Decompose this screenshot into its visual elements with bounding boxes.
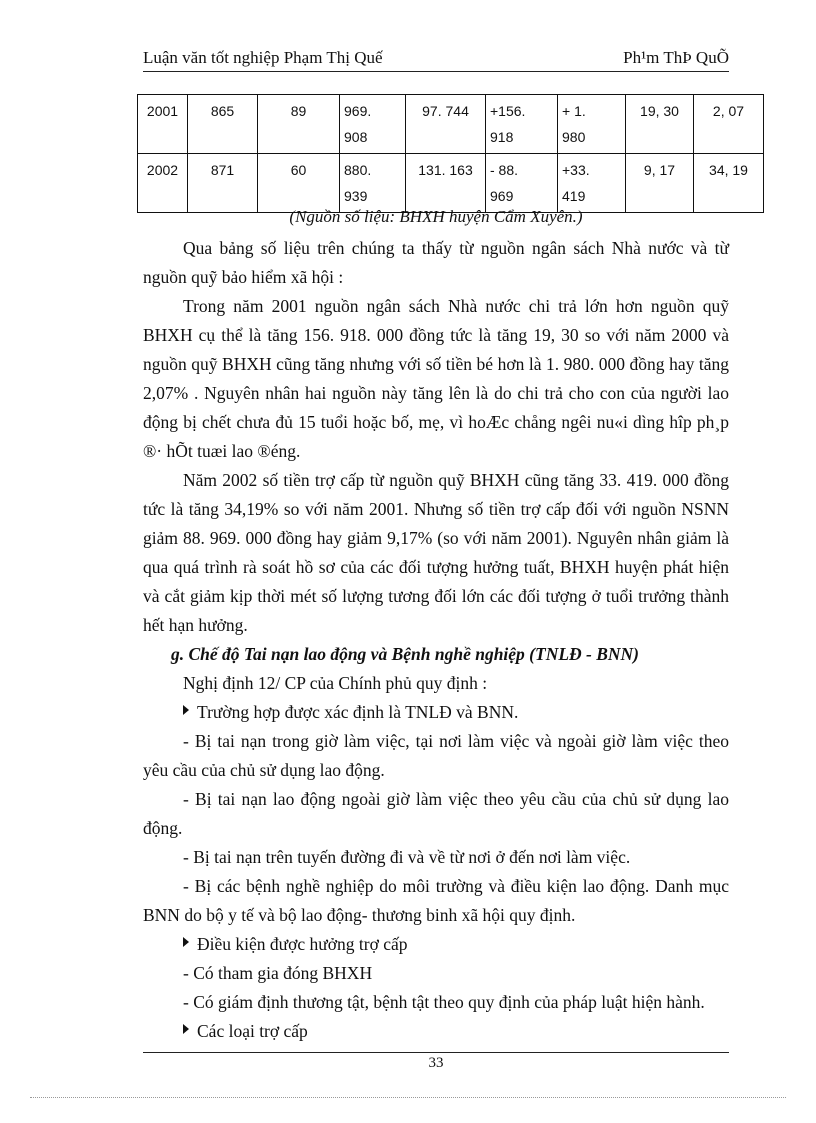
triangle-bullet-icon: [183, 1024, 189, 1034]
table-cell: 60: [258, 154, 340, 213]
bullet-item: Các loại trợ cấp: [143, 1017, 729, 1046]
table-cell: 131. 163: [406, 154, 486, 213]
page-edge-divider: [30, 1097, 786, 1098]
bullet-item: Điều kiện được hưởng trợ cấp: [143, 930, 729, 959]
triangle-bullet-icon: [183, 705, 189, 715]
table-cell: 97. 744: [406, 95, 486, 154]
table-cell: 865: [188, 95, 258, 154]
page-header: [143, 48, 729, 72]
list-item: - Bị tai nạn trong giờ làm việc, tại nơi làm việc và ngoài giờ làm việc theo yêu cầu của chủ sử dụng lao động.: [143, 731, 729, 780]
table-cell: 34, 19: [694, 154, 764, 213]
table-cell: 2001: [138, 95, 188, 154]
header-left: Luận văn tốt nghiệp Phạm Thị Quế: [143, 48, 383, 67]
page-number: 33: [428, 1055, 444, 1071]
table-cell: 19, 30: [626, 95, 694, 154]
paragraph: Năm 2002 số tiền trợ cấp từ nguồn quỹ BHXH cũng tăng 33. 419. 000 đồng tức là tăng 34,19% so với năm 2001. Nhưng số tiền trợ cấp đối với nguồn NSNN giảm 88. 969. 000 đồng hay giảm 9,17% (so với năm 2001). Nguyên nhân giảm là qua quá trình rà soát hồ sơ của các đối tượng hưởng tuất, BHXH huyện phát hiện và cắt giảm kịp thời mét số lượng tương đối lớn các đối tượng ở tuổi trưởng thành hết hạn hưởng.: [143, 470, 729, 635]
triangle-bullet-icon: [183, 937, 189, 947]
list-item: - Có giám định thương tật, bệnh tật theo quy định của pháp luật hiện hành.: [183, 992, 705, 1012]
list-item: - Bị các bệnh nghề nghiệp do môi trường và điều kiện lao động. Danh mục BNN do bộ y tế và bộ lao động- thương binh xã hội quy định.: [143, 876, 729, 925]
decree-line: Nghị định 12/ CP của Chính phủ quy định :: [183, 673, 488, 693]
table-cell: - 88. 969: [486, 154, 558, 213]
document-body: [143, 234, 729, 1046]
paragraph: Trong năm 2001 nguồn ngân sách Nhà nước chi trả lớn hơn nguồn quỹ BHXH cụ thể là tăng 156. 918. 000 đồng tức là tăng 19, 30 so với năm 2000 và nguồn quỹ BHXH cũng tăng nhưng với số tiền bé hơn là 1. 980. 000 đồng hay tăng 2,07% . Nguyên nhân hai nguồn này tăng lên là do chi trả cho con của người lao động bị chết chưa đủ 15 tuổi hoặc bố, mẹ, vì hoÆc chång ngêi nu«i dìng hîp ph¸p ®· hÕt tuæi lao ®éng.: [143, 296, 729, 461]
list-item: - Bị tai nạn lao động ngoài giờ làm việc theo yêu cầu của chủ sử dụng lao động.: [143, 789, 729, 838]
table-cell: 871: [188, 154, 258, 213]
table-cell: +33. 419: [558, 154, 626, 213]
bullet-item: Trường hợp được xác định là TNLĐ và BNN.: [143, 698, 729, 727]
data-table: [137, 94, 764, 213]
footer-divider: [143, 1052, 729, 1053]
table-row: [138, 95, 764, 154]
table-cell: 880. 939: [340, 154, 406, 213]
list-item: - Bị tai nạn trên tuyến đường đi và về từ nơi ở đến nơi làm việc.: [183, 847, 631, 867]
table-cell: 2002: [138, 154, 188, 213]
table-row: [138, 154, 764, 213]
section-heading: g. Chế độ Tai nạn lao động và Bệnh nghề nghiệp (TNLĐ - BNN): [171, 644, 640, 664]
list-item: - Có tham gia đóng BHXH: [183, 963, 373, 983]
table-cell: +156. 918: [486, 95, 558, 154]
source-note: (Nguồn số liệu: BHXH huyện Cẩm Xuyên.): [289, 207, 583, 226]
paragraph: Qua bảng số liệu trên chúng ta thấy từ nguồn ngân sách Nhà nước và từ nguồn quỹ bảo hiểm xã hội :: [143, 238, 729, 287]
table-cell: 969. 908: [340, 95, 406, 154]
table-cell: 2, 07: [694, 95, 764, 154]
header-right: Ph¹m ThÞ QuÕ: [623, 48, 729, 67]
table-cell: + 1. 980: [558, 95, 626, 154]
table-cell: 89: [258, 95, 340, 154]
table-cell: 9, 17: [626, 154, 694, 213]
